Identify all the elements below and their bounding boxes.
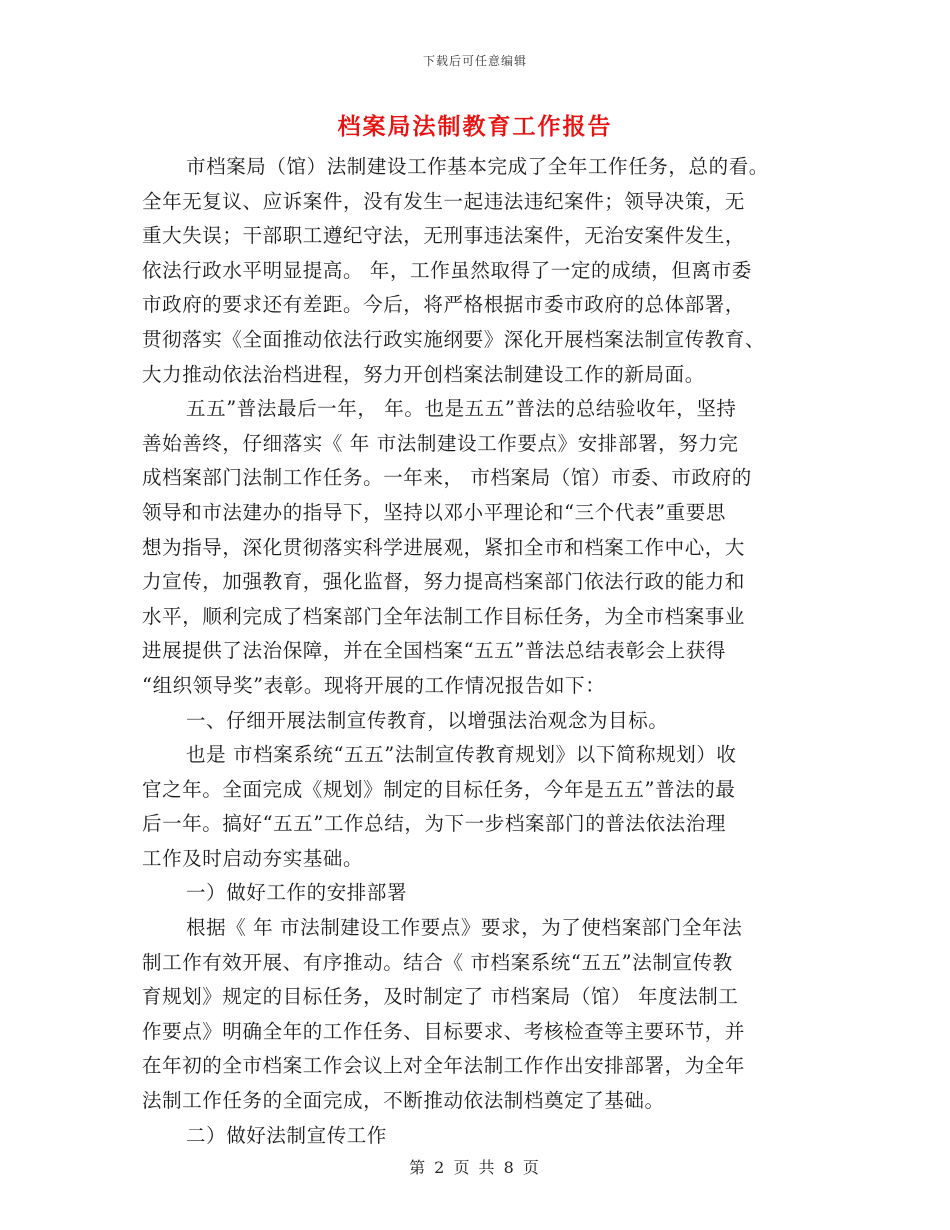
body-line: 制工作有效开展、有序推动。结合《 市档案系统“五五”法制宣传教 bbox=[142, 950, 733, 974]
body-line: 想为指导，深化贯彻落实科学进展观，紧扣全市和档案工作中心，大 bbox=[142, 535, 746, 559]
body-line: 力宣传，加强教育，强化监督，努力提高档案部门依法行政的能力和 bbox=[142, 570, 746, 594]
body-line: 在年初的全市档案工作会议上对全年法制工作作出安排部署，为全年 bbox=[142, 1054, 746, 1078]
body-line: 官之年。全面完成《规划》制定的目标任务，今年是五五”普法的最 bbox=[142, 777, 736, 801]
body-line: “组织领导奖”表彰。现将开展的工作情况报告如下： bbox=[142, 673, 606, 697]
body-line: 善始善终，仔细落实《 年 市法制建设工作要点》安排部署，努力完 bbox=[142, 431, 739, 455]
body-line: 市政府的要求还有差距。今后，将严格根据市委市政府的总体部署， bbox=[142, 293, 746, 317]
body-line: 根据《 年 市法制建设工作要点》要求，为了使档案部门全年法 bbox=[186, 916, 743, 940]
body-line: 工作及时启动夯实基础。 bbox=[142, 846, 364, 870]
body-line: 贯彻落实《全面推动依法行政实施纲要》深化开展档案法制宣传教育、 bbox=[142, 327, 766, 351]
body-line: 也是 市档案系统“五五”法制宣传教育规划》以下简称规划）收 bbox=[186, 743, 737, 767]
page-header: 下载后可任意编辑 bbox=[422, 54, 527, 68]
body-line: 水平，顺利完成了档案部门全年法制工作目标任务，为全市档案事业 bbox=[142, 604, 746, 628]
body-line: 育规划》规定的目标任务，及时制定了 市档案局（馆） 年度法制工 bbox=[142, 985, 739, 1009]
body-line: 依法行政水平明显提高。 年，工作虽然取得了一定的成绩，但离市委 bbox=[142, 258, 752, 282]
document-body bbox=[142, 150, 822, 1153]
body-line: 二）做好法制宣传工作 bbox=[186, 1123, 388, 1147]
document-title: 档案局法制教育工作报告 bbox=[337, 113, 613, 140]
body-line: 五五”普法最后一年， 年。也是五五”普法的总结验收年，坚持 bbox=[186, 397, 737, 421]
body-line: 一）做好工作的安排部署 bbox=[186, 881, 408, 905]
body-line: 市档案局（馆）法制建设工作基本完成了全年工作任务，总的看。 bbox=[186, 155, 769, 178]
body-line: 大力推动依法治档进程，努力开创档案法制建设工作的新局面。 bbox=[142, 362, 705, 386]
body-line: 全年无复议、应诉案件，没有发生一起违法违纪案件；领导决策，无 bbox=[142, 189, 746, 213]
body-line: 后一年。搞好“五五”工作总结，为下一步档案部门的普法依法治理 bbox=[142, 812, 726, 836]
body-line: 进展提供了法治保障，并在全国档案“五五”普法总结表彰会上获得 bbox=[142, 639, 726, 663]
body-line: 一、仔细开展法制宣传教育，以增强法治观念为目标。 bbox=[186, 708, 669, 732]
body-line: 成档案部门法制工作任务。一年来， 市档案局（馆）市委、市政府的 bbox=[142, 466, 752, 490]
body-line: 作要点》明确全年的工作任务、目标要求、考核检查等主要环节，并 bbox=[142, 1019, 746, 1043]
body-line: 法制工作任务的全面完成，不断推动依法制档奠定了基础。 bbox=[142, 1089, 665, 1113]
body-line: 重大失误；干部职工遵纪守法，无刑事违法案件，无治安案件发生， bbox=[142, 224, 746, 248]
page-footer: 第 2 页 共 8 页 bbox=[409, 1158, 541, 1177]
body-line: 领导和市法建办的指导下，坚持以邓小平理论和“三个代表”重要思 bbox=[142, 500, 726, 524]
